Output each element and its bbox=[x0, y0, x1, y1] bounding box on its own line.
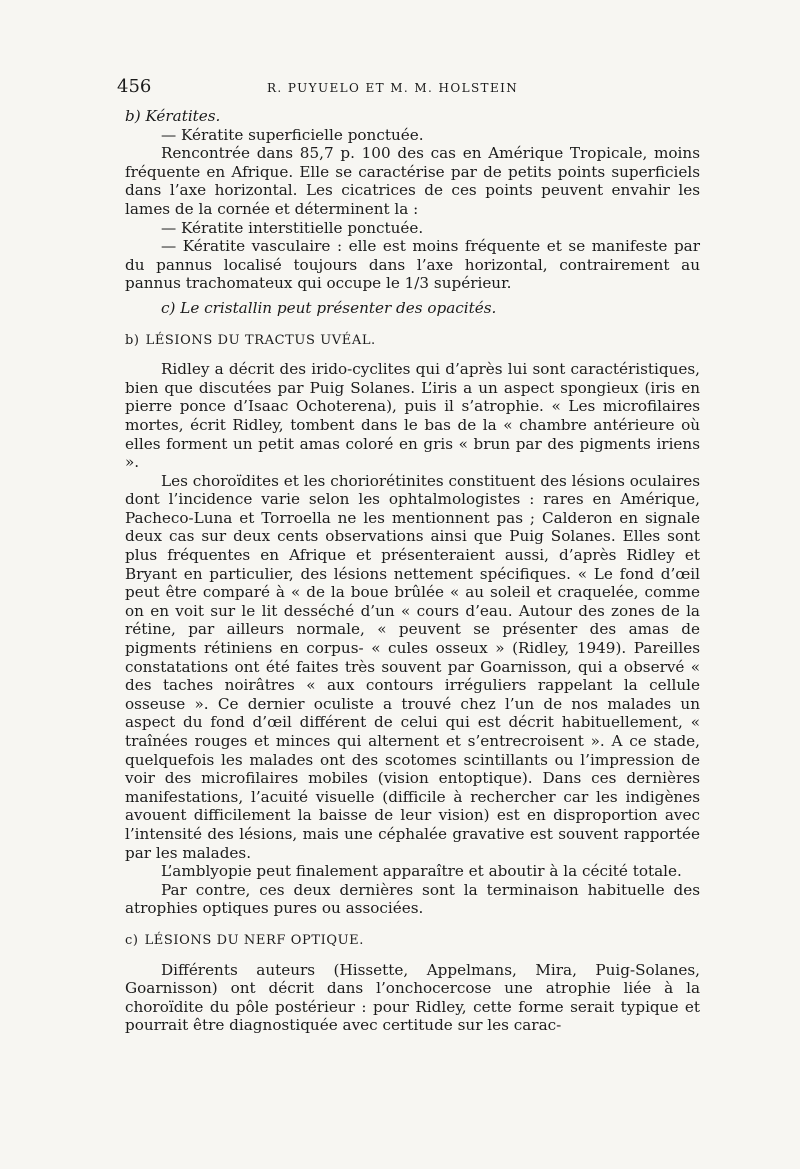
running-head: R. PUYUELO ET M. M. HOLSTEIN bbox=[267, 81, 519, 95]
section-title-initial: L bbox=[145, 332, 155, 348]
section-title-initial: L bbox=[144, 932, 154, 948]
section-heading-nerf-optique bbox=[125, 932, 700, 951]
keratites-paragraph: Rencontrée dans 85,7 p. 100 des cas en Amérique Tropicale, moins fréquente en Afrique. Elle se caractérise par de petits points superficiels dans l’axe horizontal. Les cicatrices de ces points peuvent envahir les lames de la cornée et déterminent la : bbox=[125, 144, 700, 218]
section-title: ÉSIONS DU NERF OPTIQUE. bbox=[153, 932, 364, 948]
section-label: b) bbox=[125, 332, 140, 348]
page-header bbox=[117, 76, 700, 97]
body-text bbox=[125, 107, 700, 1035]
paragraph: Les choroïdites et les choriorétinites constituent des lésions oculaires dont l’incidence varie selon les ophtalmologistes : rares en Amérique, Pacheco-Luna et Torroella ne les mentionnent pas ; Calderon en signale deux cas sur deux cents observations ainsi que Puig Solanes. Elles sont plus fréquentes en Afrique et présenteraient aussi, d’après Ridley et Bryant en particulier, des lésions nettement spécifiques. « Le fond d’œil peut être comparé à « de la boue brûlée « au soleil et craquelée, comme on en voit sur le lit desséché d’un « cours d’eau. Autour des zones de la rétine, par ailleurs normale, « peuvent se présenter des amas de pigments rétiniens en corpus- « cules osseux » (Ridley, 1949). Pareilles constatations ont été faites très souvent par Goarnisson, qui a observé « des taches noirâtres « aux contours irréguliers rappelant la cellule osseuse ». Ce dernier oculiste a trouvé chez l’un de nos malades un aspect du fond d’œil différent de celui qui est décrit habituellement, « traînées rouges et minces qui alternent et s’entrecroisent ». A ce stade, quelquefois les malades ont des scotomes scintillants ou l’impression de voir des microfilaires mobiles (vision entoptique). Dans ces dernières manifestations, l’acuité visuelle (difficile à rechercher car les indigènes avouent difficilement la baisse de leur vision) est en disproportion avec l’intensité des lésions, mais une céphalée gravative est souvent rapportée par les malades. bbox=[125, 471, 700, 862]
section-label: c) bbox=[125, 932, 139, 948]
keratites-subheading: b) Kératites. bbox=[125, 107, 221, 125]
paragraph: Par contre, ces deux dernières sont la terminaison habituelle des atrophies optiques pures ou associées. bbox=[125, 880, 700, 918]
section-title: ÉSIONS DU TRACTUS UVÉAL. bbox=[154, 332, 376, 348]
keratite-interstitielle: — Kératite interstitielle ponctuée. bbox=[161, 218, 424, 237]
keratite-superficielle: — Kératite superficielle ponctuée. bbox=[161, 125, 424, 144]
cristallin-subheading: c) Le cristallin peut présenter des opacités. bbox=[161, 298, 497, 317]
paragraph: Ridley a décrit des irido-cyclites qui d’après lui sont caractéristiques, bien que discutées par Puig Solanes. L’iris a un aspect spongieux (iris en pierre ponce d’Isaac Ochoterena), puis il s’atrophie. « Les microfilaires mortes, écrit Ridley, tombent dans le bas de la « chambre antérieure où elles forment un petit amas coloré en gris « brun par des pigments iriens ». bbox=[125, 360, 700, 472]
page-number: 456 bbox=[117, 76, 152, 97]
section-heading-tractus-uveal bbox=[125, 332, 700, 351]
paragraph: L’amblyopie peut finalement apparaître et aboutir à la cécité totale. bbox=[161, 862, 682, 881]
keratite-vasculaire: — Kératite vasculaire : elle est moins fréquente et se manifeste par du pannus localisé toujours dans l’axe horizontal, contrairement au pannus trachomateux qui occupe le 1/3 supérieur. bbox=[125, 237, 700, 293]
paragraph: Différents auteurs (Hissette, Appelmans, Mira, Puig-Solanes, Goarnisson) ont décrit dans l’onchocercose une atrophie liée à la choroïdite du pôle postérieur : pour Ridley, cette forme serait typique et pourrait être diagnostiquée avec certitude sur les carac- bbox=[125, 960, 700, 1035]
